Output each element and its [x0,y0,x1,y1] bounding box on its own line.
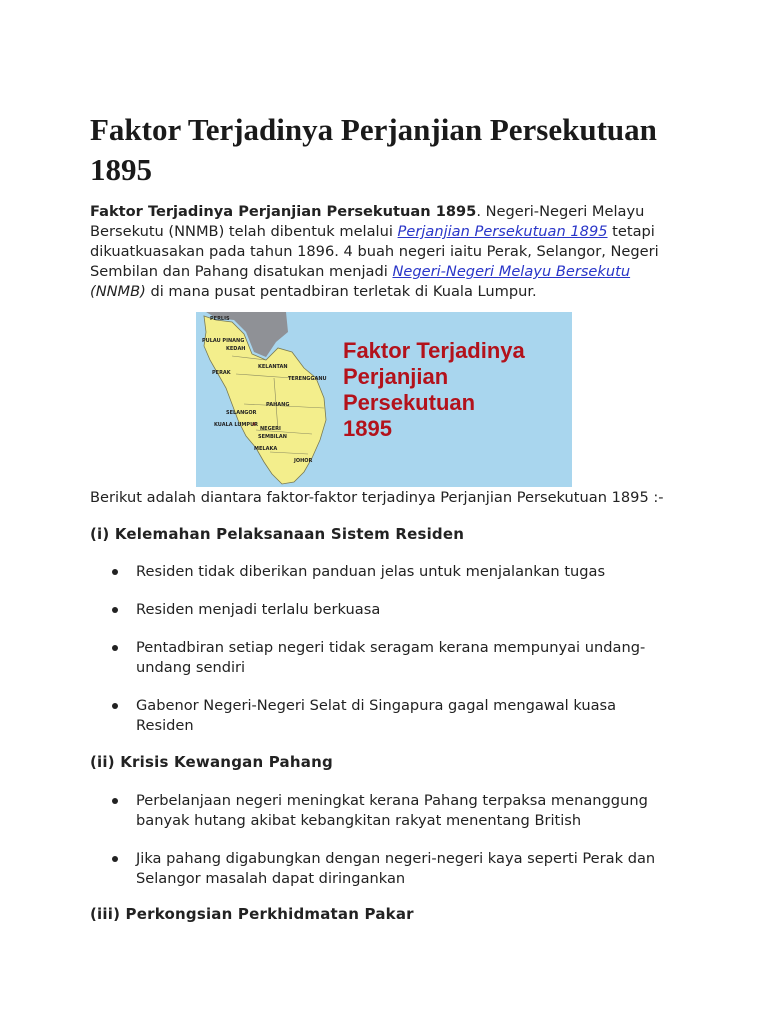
list-item [90,696,670,736]
list-item [90,600,670,620]
intro-bold-lead: Faktor Terjadinya Perjanjian Persekutuan 1895 [90,203,477,220]
bullet-icon [112,856,118,862]
banner-title-line-3: Persekutuan [343,390,476,415]
section-heading-2: (ii) Krisis Kewangan Pahang [90,753,333,771]
bullet-icon [112,569,118,575]
banner-title-line-4: 1895 [343,416,392,441]
list-item-text: Residen tidak diberikan panduan jelas untuk menjalankan tugas [136,563,606,580]
map-label-melaka: MELAKA [254,446,278,452]
map-label-kedah: KEDAH [226,346,246,352]
page-title: Faktor Terjadinya Perjanjian Persekutuan 1895 [90,112,657,187]
banner-title-line-2: Perjanjian [343,364,449,389]
bullet-icon [112,645,118,651]
map-label-pulau-pinang: PULAU PINANG [202,338,245,344]
bullet-icon [112,607,118,613]
intro-text-1: . Negeri-Negeri Melayu Bersekutu (NNMB) telah dibentuk melalui [90,203,645,240]
map-label-kuala-lumpur: KUALA LUMPUR [214,422,258,428]
section-2-list [90,791,670,907]
list-item-text: Residen menjadi terlalu berkuasa [136,601,381,618]
intro-paragraph [90,202,690,302]
map-label-sembilan: SEMBILAN [258,434,287,440]
list-item-text: Pentadbiran setiap negeri tidak seragam kerana mempunyai undang-undang sendiri [136,639,646,676]
list-item [90,562,670,582]
intro-abbr: (NNMB) [90,283,146,300]
intro-text-3: di mana pusat pentadbiran terletak di Kuala Lumpur. [145,283,537,300]
bullet-icon [112,703,118,709]
section-heading-1: (i) Kelemahan Pelaksanaan Sistem Residen [90,525,465,543]
section-heading-3: (iii) Perkongsian Perkhidmatan Pakar [90,905,414,923]
perjanjian-persekutuan-link[interactable]: Perjanjian Persekutuan 1895 [397,223,608,240]
list-item-text: Perbelanjaan negeri meningkat kerana Pahang terpaksa menanggung banyak hutang akibat kebangkitan rakyat menentang British [136,792,648,829]
map-label-negeri: NEGERI [260,426,281,432]
map-label-selangor: SELANGOR [226,410,257,416]
list-item [90,638,670,678]
list-item-text: Gabenor Negeri-Negeri Selat di Singapura gagal mengawal kuasa Residen [136,697,617,734]
map-label-perak: PERAK [212,370,231,376]
list-item [90,791,670,831]
map-label-terengganu: TERENGGANU [288,376,327,382]
banner-title-line-1: Faktor Terjadinya [343,338,525,363]
map-label-perlis: PERLIS [210,316,230,322]
map-label-johor: JOHOR [294,458,313,464]
banner-image [196,312,572,487]
map-label-kelantan: KELANTAN [258,364,288,370]
list-item [90,849,670,889]
intro-text-2: tetapi dikuatkuasakan pada tahun 1896. 4 buah negeri iaitu Perak, Selangor, Negeri Sembilan dan Pahang disatukan menjadi [90,223,659,280]
map-label-pahang: PAHANG [266,402,290,408]
nnmb-link[interactable]: Negeri-Negeri Melayu Bersekutu [392,263,631,280]
section-1-list [90,562,670,754]
bullet-icon [112,798,118,804]
banner-title [343,338,525,442]
lead-in-paragraph: Berikut adalah diantara faktor-faktor terjadinya Perjanjian Persekutuan 1895 :- [90,489,664,506]
list-item-text: Jika pahang digabungkan dengan negeri-negeri kaya seperti Perak dan Selangor masalah dapat diringankan [136,850,656,887]
